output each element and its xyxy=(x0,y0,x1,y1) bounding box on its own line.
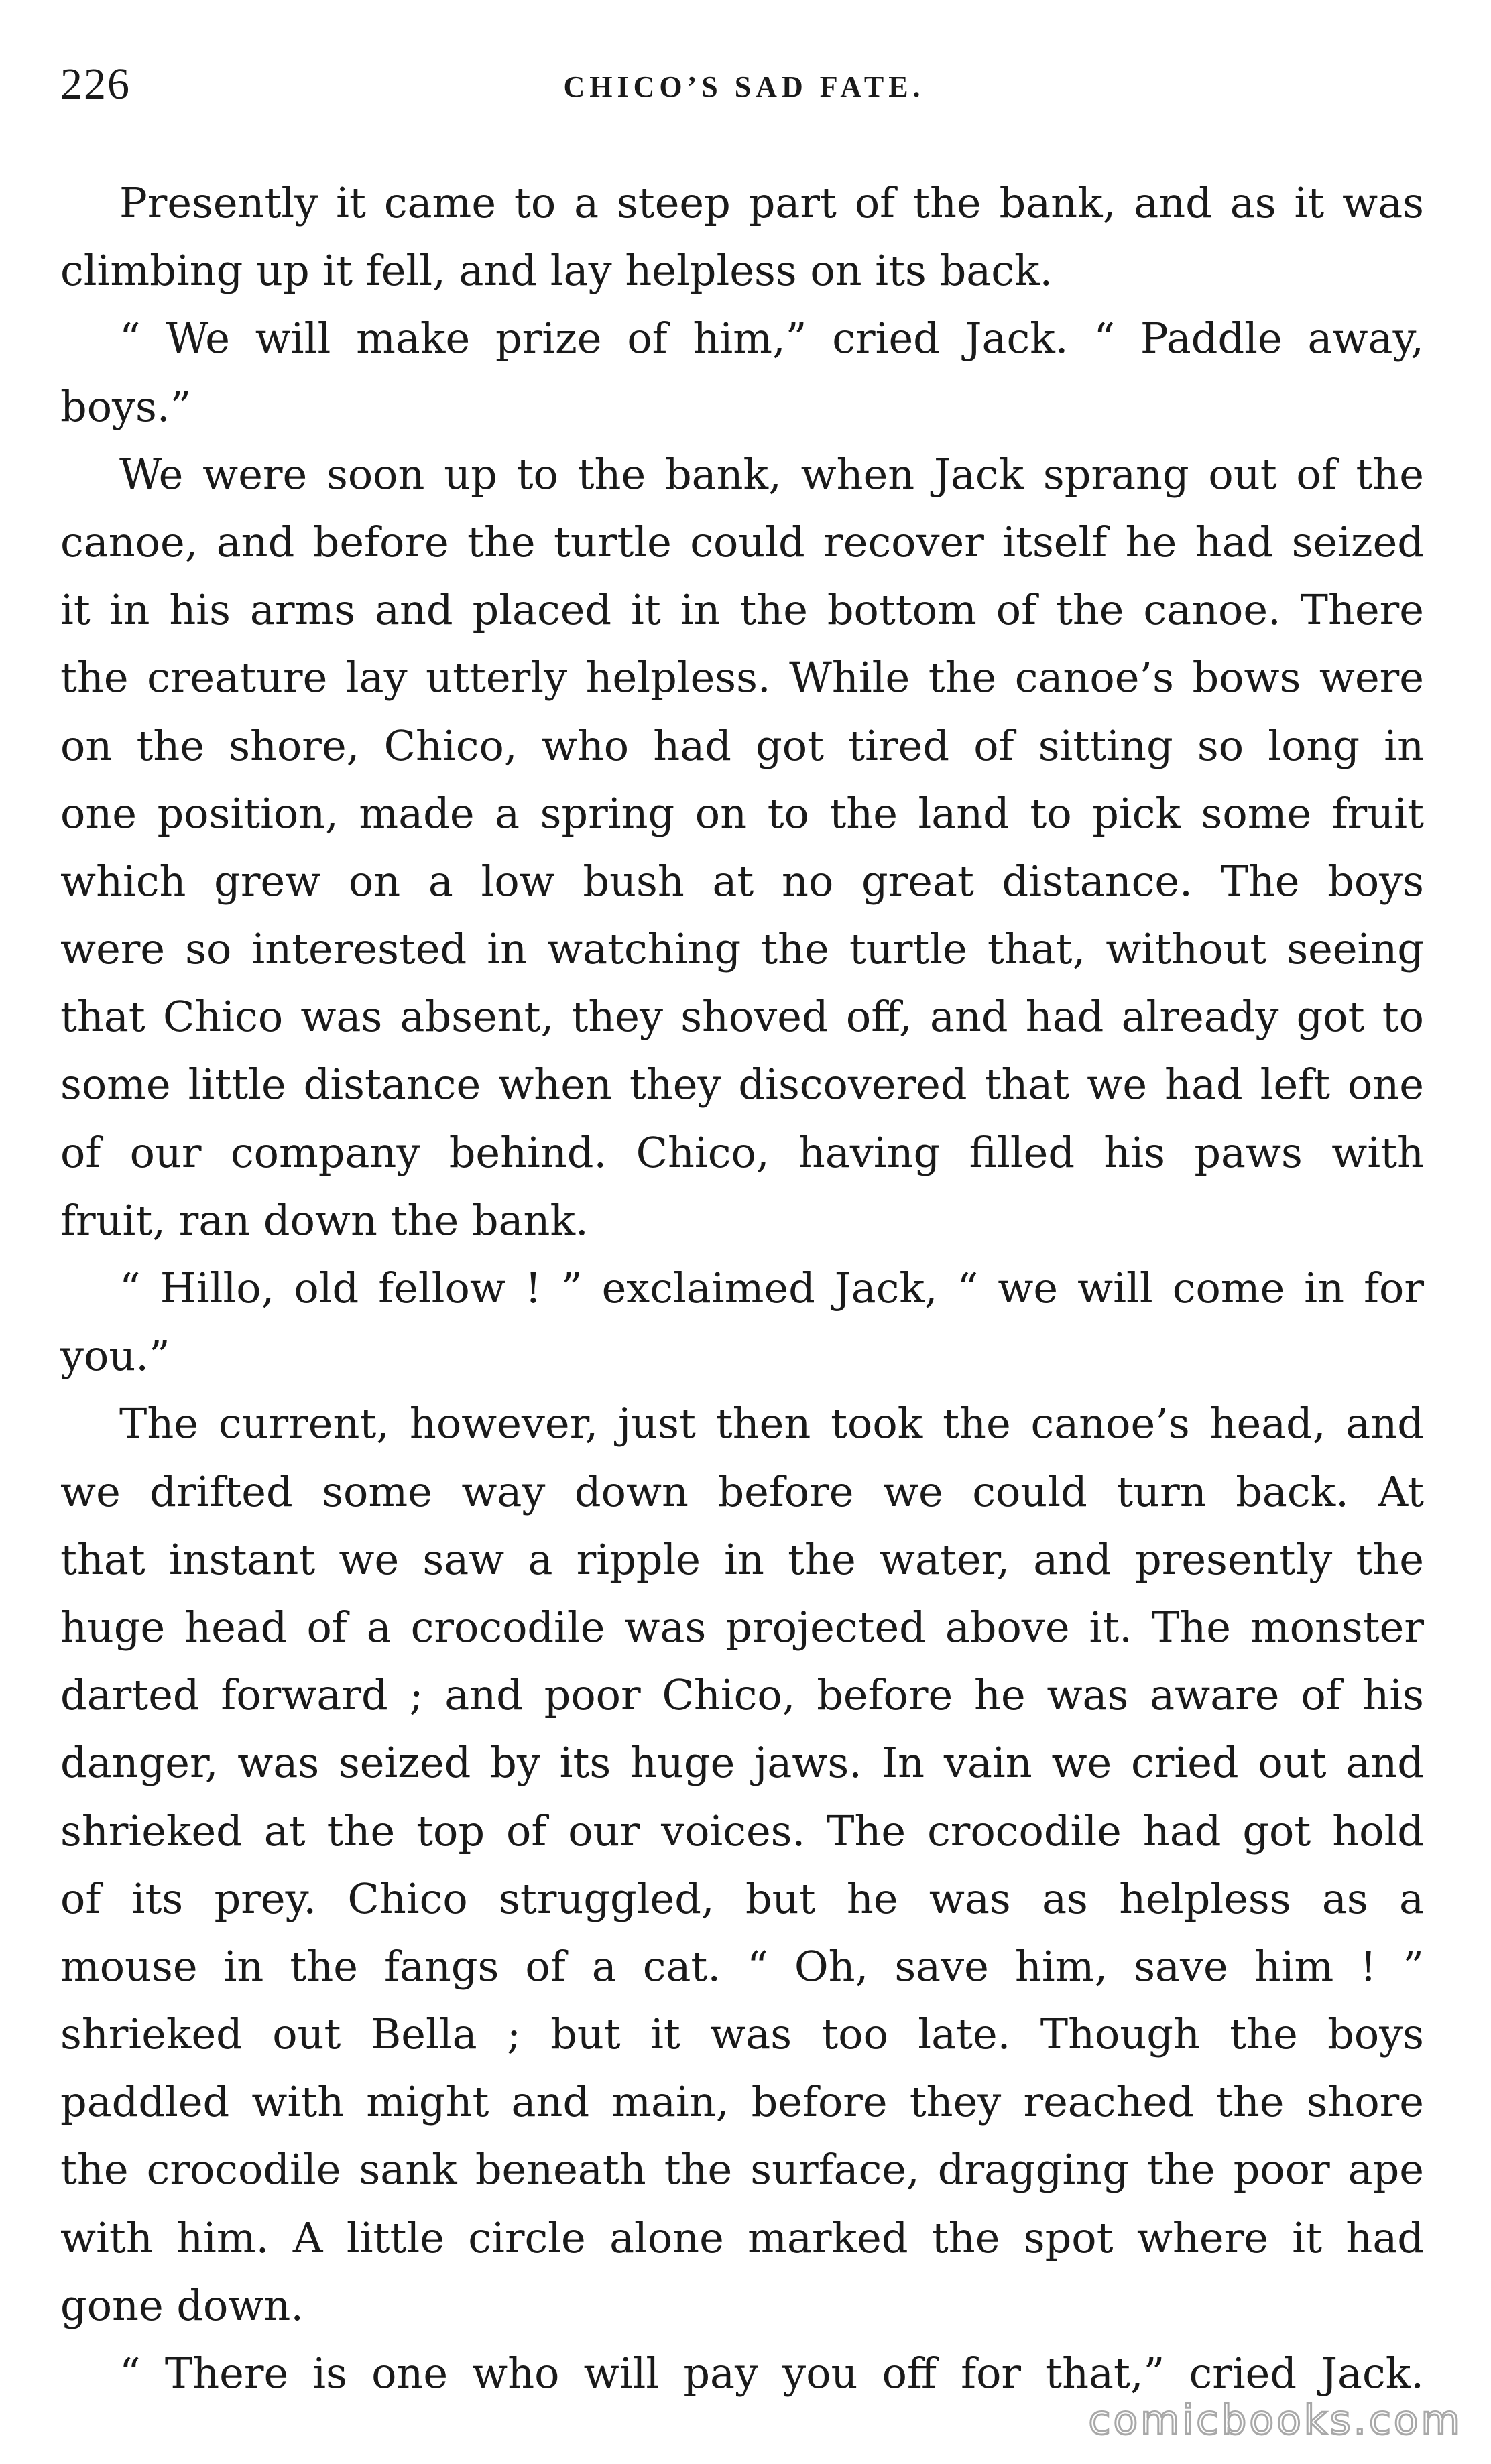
text-line: shrieked at the top of our voices. The crocodile had got hold xyxy=(60,1806,1424,1855)
text-line: were so interested in watching the turtle that, without seeing xyxy=(60,924,1424,974)
text-line: you.” xyxy=(60,1331,170,1381)
text-line: the crocodile sank beneath the surface, dragging the poor ape xyxy=(60,2145,1424,2195)
text-line: which grew on a low bush at no great distance. The boys xyxy=(60,856,1424,906)
text-line: paddled with might and main, before they reached the shore xyxy=(60,2077,1424,2127)
text-line: with him. A little circle alone marked the spot where it had xyxy=(60,2213,1424,2262)
watermark: comicbooks.com xyxy=(1088,2397,1463,2444)
text-line: it in his arms and placed it in the bottom of the canoe. There xyxy=(60,585,1424,635)
text-line: of our company behind. Chico, having filled his paws with xyxy=(60,1127,1424,1177)
text-line: Presently it came to a steep part of the bank, and as it was xyxy=(119,178,1424,227)
text-line: gone down. xyxy=(60,2280,304,2330)
text-line: canoe, and before the turtle could recover itself he had seized xyxy=(60,517,1424,566)
text-line: The current, however, just then took the canoe’s head, and xyxy=(119,1399,1424,1449)
text-line: the creature lay utterly helpless. While the canoe’s bows were xyxy=(60,653,1424,702)
text-line: some little distance when they discovered that we had left one xyxy=(60,1060,1424,1109)
text-line: fruit, ran down the bank. xyxy=(60,1195,589,1245)
text-line: climbing up it fell, and lay helpless on its back. xyxy=(60,246,1053,296)
text-line: that Chico was absent, they shoved off, and had already got to xyxy=(60,992,1424,1042)
text-line: boys.” xyxy=(60,381,192,431)
page-number: 226 xyxy=(60,60,131,109)
text-line: We were soon up to the bank, when Jack sprang out of the xyxy=(119,449,1424,499)
running-head xyxy=(60,59,1428,119)
text-line: “ We will make prize of him,” cried Jack. “ Paddle away, xyxy=(119,314,1424,363)
body-text xyxy=(60,169,1424,2407)
running-title: CHICO’S SAD FATE. xyxy=(563,70,925,103)
text-line: we drifted some way down before we could turn back. At xyxy=(60,1467,1424,1516)
text-line: mouse in the fangs of a cat. “ Oh, save him, save him ! ” xyxy=(60,1941,1424,1991)
text-line: “ There is one who will pay you off for that,” cried Jack. xyxy=(119,2349,1424,2398)
text-line: one position, made a spring on to the land to pick some fruit xyxy=(60,788,1424,838)
text-line: darted forward ; and poor Chico, before he was aware of his xyxy=(60,1670,1424,1720)
text-line: shrieked out Bella ; but it was too late. Though the boys xyxy=(60,2010,1424,2059)
text-line: danger, was seized by its huge jaws. In vain we cried out and xyxy=(60,1738,1424,1788)
text-line: of its prey. Chico struggled, but he was as helpless as a xyxy=(60,1873,1424,1923)
text-line: on the shore, Chico, who had got tired of sitting so long in xyxy=(60,721,1424,770)
text-line: that instant we saw a ripple in the water, and presently the xyxy=(60,1534,1424,1584)
text-line: huge head of a crocodile was projected above it. The monster xyxy=(60,1602,1424,1652)
text-line: “ Hillo, old fellow ! ” exclaimed Jack, “ we will come in for xyxy=(119,1264,1424,1312)
